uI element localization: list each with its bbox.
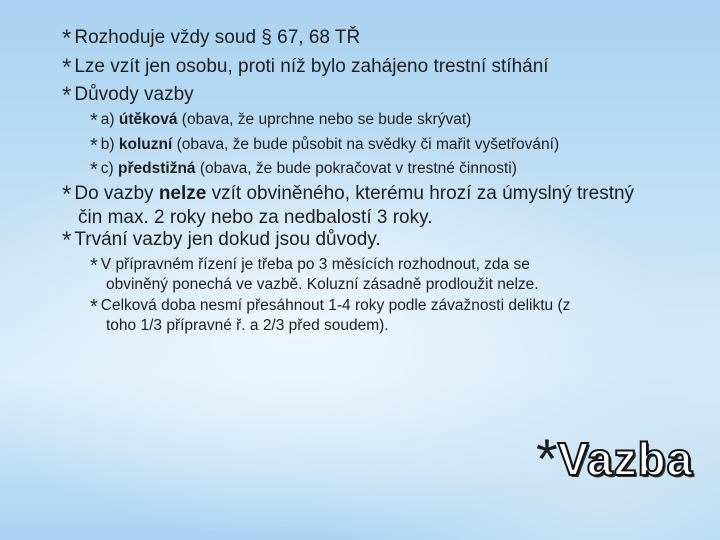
bullet-star-icon: *: [62, 54, 72, 81]
sub-bullet-prefix: c): [100, 160, 119, 177]
bullet-star-icon: *: [62, 82, 72, 109]
bullet-text: Do vazby: [74, 183, 159, 204]
sub-bullet-collusion: [90, 133, 559, 155]
bullet-text: Rozhoduje vždy soud § 67, 68 TŘ: [74, 27, 361, 48]
sub-bullet-preventive: [90, 157, 517, 179]
bullet-grounds-heading: [62, 81, 194, 107]
bullet-star-icon: *: [62, 25, 72, 52]
bullet-text: vzít obviněného, kterému hrozí za úmyslný trestný: [206, 183, 635, 204]
sub-bullet-flight: [90, 108, 471, 130]
bullet-text: Lze vzít jen osobu, proti níž bylo zahájeno trestní stíhání: [74, 56, 549, 77]
slide-title-text: Vazba: [557, 433, 694, 485]
bullet-star-icon: *: [90, 110, 98, 132]
bullet-continuation: čin max. 2 roky nebo za nedbalostí 3 roky.: [78, 207, 433, 228]
sub-bullet-keyword: útěková: [118, 111, 178, 128]
sub-bullet-text: Celková doba nesmí přesáhnout 1-4 roky podle závažnosti deliktu (z: [100, 297, 571, 314]
bullet-star-icon: *: [62, 181, 72, 208]
sub-bullet-preparatory: [90, 253, 539, 295]
slide-title: [536, 427, 694, 497]
sub-bullet-prefix: b): [100, 136, 119, 153]
sub-bullet-text: (obava, že bude působit na svědky či mařit vyšetřování): [172, 136, 560, 153]
bullet-star-icon: *: [90, 159, 98, 181]
bullet-star-icon: *: [90, 296, 98, 318]
bullet-star-icon: *: [62, 227, 72, 254]
sub-bullet-text: V přípravném řízení je třeba po 3 měsících rozhodnout, zda se: [100, 256, 530, 273]
bullet-star-icon: *: [90, 135, 98, 157]
title-star-icon: *: [536, 427, 558, 490]
bullet-text: Důvody vazby: [74, 84, 194, 105]
bullet-star-icon: *: [90, 255, 98, 277]
sub-bullet-continuation: obviněný ponechá ve vazbě. Koluzní zásadně prodloužit nelze.: [106, 276, 539, 293]
sub-bullet-continuation: toho 1/3 přípravné ř. a 2/3 před soudem).: [106, 317, 389, 334]
bullet-text: Trvání vazby jen dokud jsou důvody.: [74, 229, 381, 250]
sub-bullet-keyword: koluzní: [118, 136, 173, 153]
sub-bullet-text: (obava, že bude pokračovat v trestné činnosti): [195, 160, 517, 177]
bullet-duration: [62, 226, 381, 252]
sub-bullet-prefix: a): [100, 111, 119, 128]
bullet-keyword: nelze: [158, 183, 207, 204]
bullet-cannot-detain: [62, 180, 634, 230]
bullet-only-accused: [62, 53, 549, 79]
sub-bullet-keyword: předstižná: [118, 160, 196, 177]
sub-bullet-total-duration: [90, 294, 570, 336]
bullet-court-decides: [62, 24, 360, 50]
sub-bullet-text: (obava, že uprchne nebo se bude skrývat): [177, 111, 472, 128]
